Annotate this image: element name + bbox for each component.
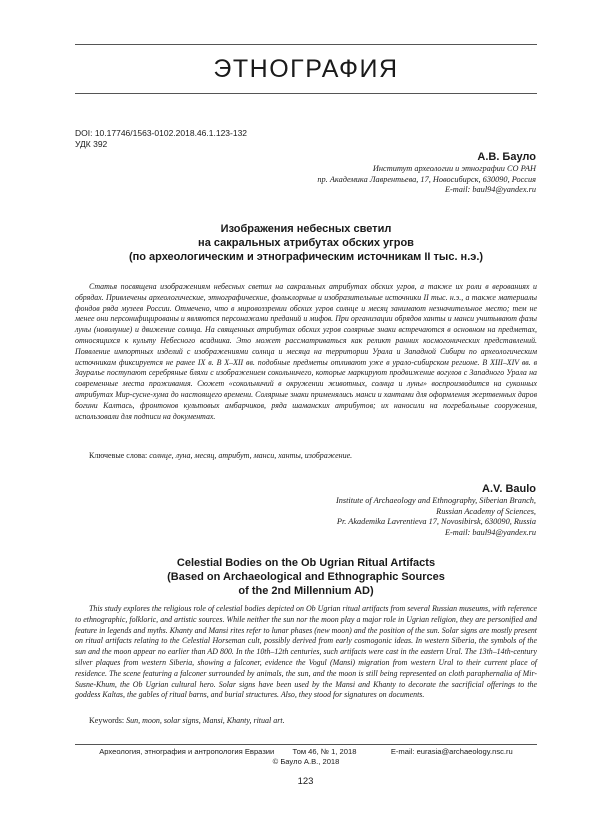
journal-email: E-mail: eurasia@archaeology.nsc.ru xyxy=(390,747,513,756)
author-name: А.В. Бауло xyxy=(477,151,536,163)
keywords-values: солнце, луна, месяц, атрибут, манси, ханты, изображение. xyxy=(149,451,353,460)
title-line: Изображения небесных светил xyxy=(220,223,392,235)
title-line: (по археологическим и этнографическим источникам II тыс. н.э.) xyxy=(128,251,484,263)
keywords-ru xyxy=(89,450,537,461)
affiliation-line: Institute of Archaeology and Ethnography, Siberian Branch, xyxy=(335,496,536,505)
journal-volume: Том 46, xyxy=(292,747,319,756)
footer-journal-line xyxy=(75,747,537,757)
journal-issue: № 1, xyxy=(320,747,338,756)
udc: УДК 392 xyxy=(75,139,108,149)
abstract-en: This study explores the religious role of celestial bodies depicted on Ob Ugrian ritual artifacts from several Russian museums, with reference to ethnographic, folkloric, and artistic sources. While neither the sun nor the moon play a major role in Ugrian religion, they are personified and feature in legends and myths. Khanty and Mansi rites refer to lunar phases (new moon) and the position of the sun. Solar signs are mostly present on ritual artifacts relating to the Celestial Horseman cult, possibly derived from early cosmogonic ideas. In western Siberia, the symbols of the sun and the moon appear no earlier than AD 800. In the 10th–12th centuries, such artifacts were cast in the eastern Ural. The 13th–14th-century silver plaques from western Siberia, showing a falconer, evidence the Vogul (Mansi) migration from western Ural to their current place of residence. The scene featuring a falconer surrounded by animals, the sun, and the moon is still being represented on cloth paraphernalia of Mir-Susne-Khum, the Ob Ugrian cultural hero. Solar signs have been used by the Mansi and Khanty to decorate the sacrificial offerings to the goddess Kaltas, the gables of ritual barns, and burial structures. Also, they stood for signatures on documents. xyxy=(75,604,537,700)
affiliation-email: E-mail: baul94@yandex.ru xyxy=(444,185,536,194)
title-line: of the 2nd Millennium AD) xyxy=(238,585,374,597)
author-block-ru xyxy=(317,150,536,196)
author-block-en xyxy=(336,482,536,538)
keywords-en xyxy=(89,715,537,726)
affiliation-line: Pr. Akademika Lavrentieva 17, Novosibirsk, 630090, Russia xyxy=(336,517,536,526)
journal-year: 2018 xyxy=(339,747,357,756)
section-banner xyxy=(75,44,537,94)
article-title-ru xyxy=(75,222,537,264)
journal-name: Археология, этнография и антропология Евразии xyxy=(99,747,275,756)
author-name: A.V. Baulo xyxy=(482,483,536,495)
keywords-label: Ключевые слова: xyxy=(89,451,148,460)
page-number: 123 xyxy=(297,776,314,787)
title-line: Celestial Bodies on the Ob Ugrian Ritual Artifacts xyxy=(176,557,436,569)
keywords-label: Keywords: xyxy=(89,716,125,725)
affiliation-line: Russian Academy of Sciences, xyxy=(436,506,536,516)
keywords-values: Sun, moon, solar signs, Mansi, Khanty, ritual art. xyxy=(126,716,285,725)
article-title-en xyxy=(75,556,537,598)
doi: DOI: 10.17746/1563-0102.2018.46.1.123-132 xyxy=(75,128,248,138)
section-title: ЭТНОГРАФИЯ xyxy=(213,54,399,83)
copyright: © Бауло А.В., 2018 xyxy=(272,757,340,766)
affiliation-line: Институт археологии и этнографии СО РАН xyxy=(372,164,536,173)
affiliation-line: пр. Академика Лаврентьева, 17, Новосибирск, 630090, Россия xyxy=(317,174,536,184)
affiliation-email: E-mail: baul94@yandex.ru xyxy=(444,527,536,537)
title-line: на сакральных атрибутах обских угров xyxy=(198,237,414,249)
abstract-ru: Статья посвящена изображениям небесных светил на сакральных атрибутах обских угров, а также их роли в верованиях и обрядах. Привлечены археологические, этнографические, фольклорные и изобразительные источники II тыс. н.э., а также материалы фондов ряда музеев России. Отмечено, что в мировоззрении обских угров солнце и месяц занимают незначительное место; тем не менее они персонифицированы и являются персонажами преданий и мифов. При организации обрядов ханты и манси учитывают фазы луны (новолуние) и движение солнца. На священных атрибутах обских угров солярные знаки встречаются в основном на предметах, относящихся к культу Небесного всадника. Это может рассматриваться как реликт ранних космогонических представлений. Появление импортных изделий с изображениями солнца и месяца на территории Урала и Западной Сибири по археологическим источникам фиксируется не ранее IX в. В X–XII вв. подобные предметы отливают уже в урало-сибирском регионе. В XIII–XIV вв. в Зауралье поступают серебряные бляхи с изображением сокольничего, которые маркируют продвижение вогулов с Западного Урала на современные места проживания. Сюжет «сокольничий в окружении животных, солнца и луны» воспроизводится на суконных атрибутах Мир-сусне-хума до настоящего времени. Солярные знаки применялись манси и хантами для оформления жертвенных даров богини Калтась, фронтонов культовых амбарчиков, ряда шаманских атрибутов; их наносили на погребальные сооружения, использовали для подписи на документах. xyxy=(75,282,537,421)
title-line: (Based on Archaeological and Ethnographic Sources xyxy=(167,571,445,583)
footer-rule xyxy=(75,744,537,745)
